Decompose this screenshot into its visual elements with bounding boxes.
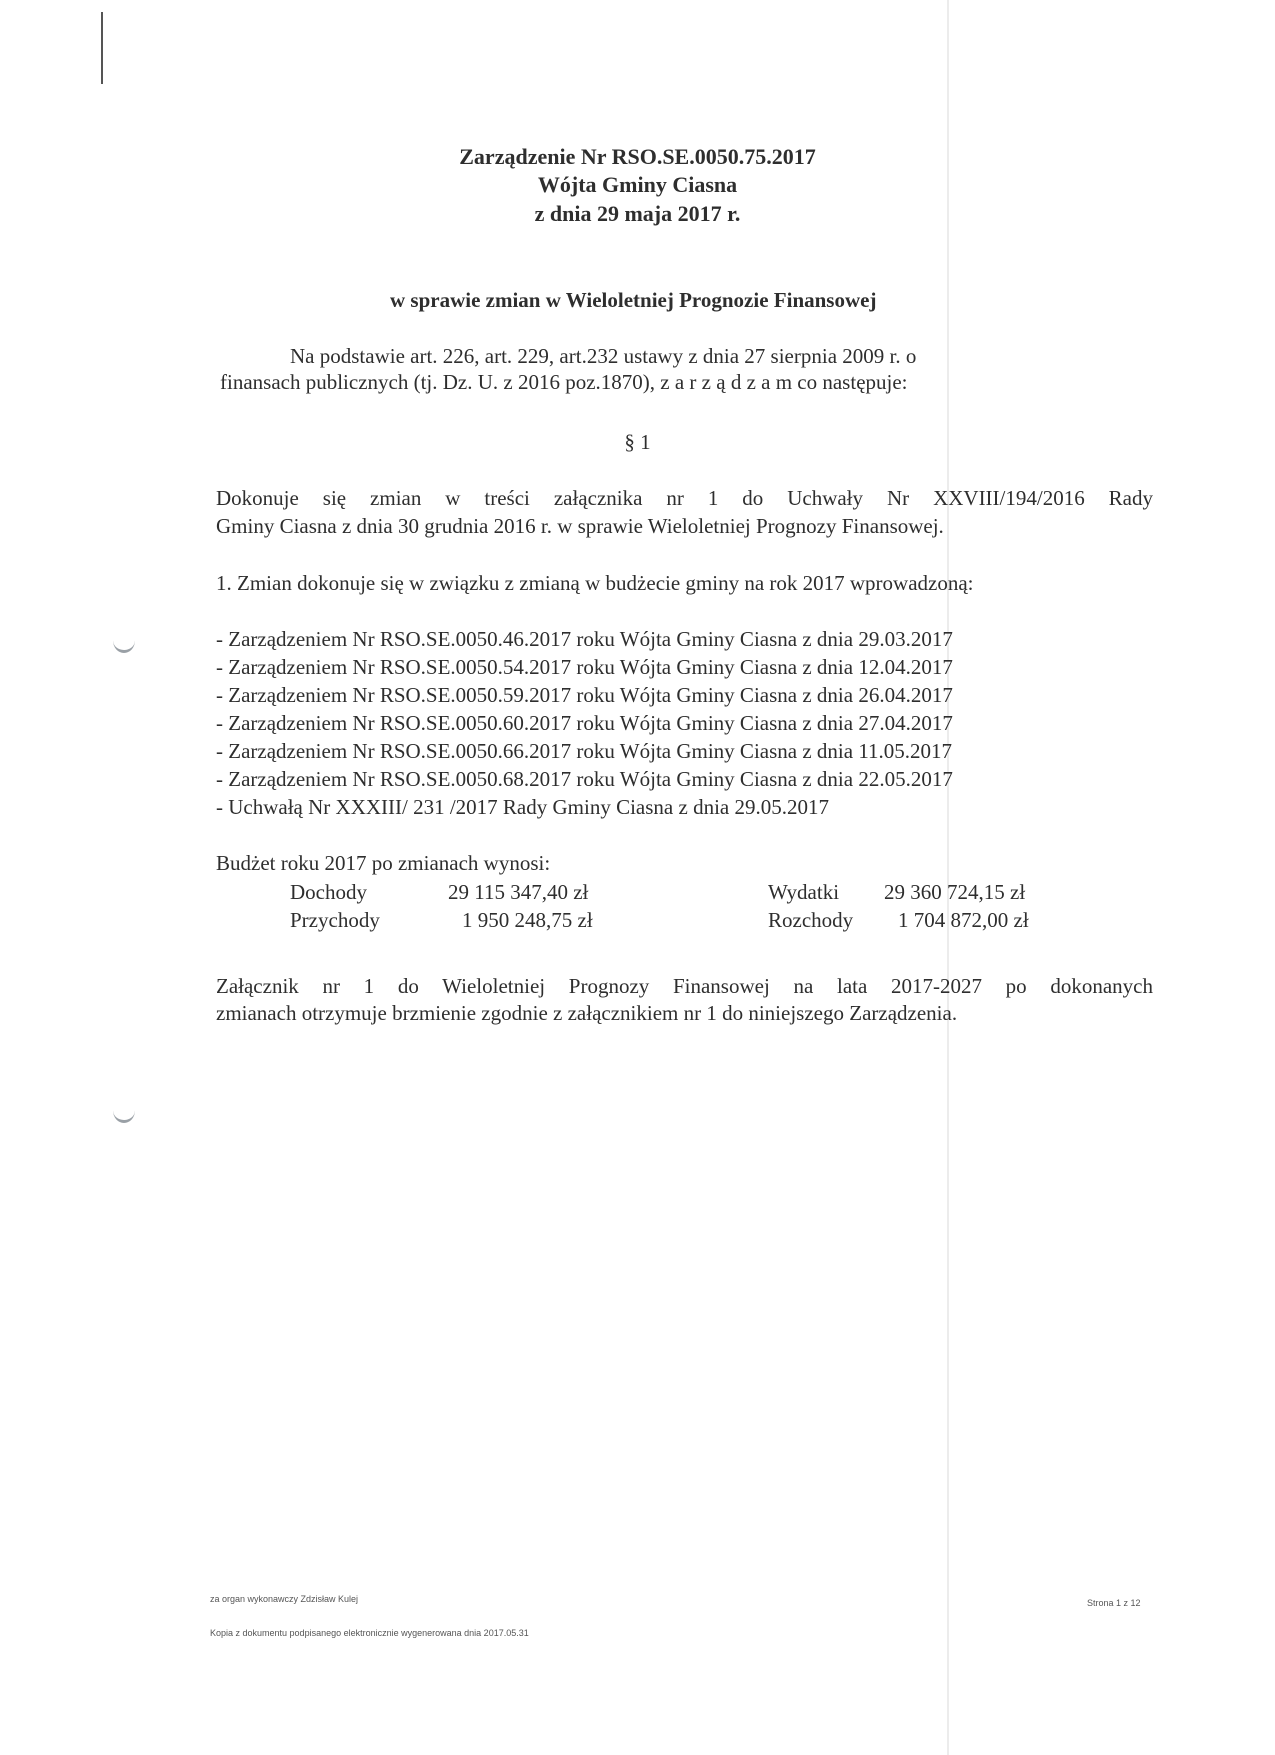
revenues-label: Przychody bbox=[290, 908, 380, 932]
paragraph-mark: § 1 bbox=[624, 430, 651, 454]
intro-line-1: Dokonuje się zmian w treści załącznika nr 1 do Uchwały Nr XXVIII/194/2016 Rady bbox=[216, 486, 1153, 510]
basis-line-2: finansach publicznych (tj. Dz. U. z 2016 poz.1870), z a r z ą d z a m co następuje: bbox=[220, 370, 908, 394]
change-item: - Zarządzeniem Nr RSO.SE.0050.68.2017 roku Wójta Gminy Ciasna z dnia 22.05.2017 bbox=[216, 767, 953, 791]
scan-mark bbox=[101, 12, 103, 84]
footer-copy-note: Kopia z dokumentu podpisanego elektronicznie wygenerowana dnia 2017.05.31 bbox=[210, 1628, 529, 1638]
point-1: 1. Zmian dokonuje się w związku z zmianą w budżecie gminy na rok 2017 wprowadzoną: bbox=[216, 571, 974, 595]
income-label: Dochody bbox=[290, 880, 367, 904]
outflows-value: 1 704 872,00 zł bbox=[898, 908, 1029, 932]
revenues-value: 1 950 248,75 zł bbox=[462, 908, 593, 932]
change-item: - Uchwałą Nr XXXIII/ 231 /2017 Rady Gminy Ciasna z dnia 29.05.2017 bbox=[216, 795, 829, 819]
punch-hole-icon bbox=[113, 1098, 135, 1123]
basis-line-1: Na podstawie art. 226, art. 229, art.232 ustawy z dnia 27 sierpnia 2009 r. o bbox=[290, 344, 917, 368]
change-item: - Zarządzeniem Nr RSO.SE.0050.66.2017 roku Wójta Gminy Ciasna z dnia 11.05.2017 bbox=[216, 739, 953, 763]
document-title: Zarządzenie Nr RSO.SE.0050.75.2017 bbox=[459, 144, 816, 169]
outflows-label: Rozchody bbox=[768, 908, 854, 932]
income-value: 29 115 347,40 zł bbox=[448, 880, 589, 904]
document-subject: w sprawie zmian w Wieloletniej Prognozie Finansowej bbox=[390, 288, 877, 312]
document-issuer: Wójta Gminy Ciasna bbox=[537, 172, 738, 197]
scan-fold-line bbox=[947, 0, 949, 1755]
intro-line-2: Gminy Ciasna z dnia 30 grudnia 2016 r. w sprawie Wieloletniej Prognozy Finansowej. bbox=[216, 514, 944, 538]
document-date: z dnia 29 maja 2017 r. bbox=[534, 201, 741, 226]
change-item: - Zarządzeniem Nr RSO.SE.0050.54.2017 roku Wójta Gminy Ciasna z dnia 12.04.2017 bbox=[216, 655, 953, 679]
change-item: - Zarządzeniem Nr RSO.SE.0050.59.2017 roku Wójta Gminy Ciasna z dnia 26.04.2017 bbox=[216, 683, 953, 707]
expenses-value: 29 360 724,15 zł bbox=[884, 880, 1026, 904]
budget-heading: Budżet roku 2017 po zmianach wynosi: bbox=[216, 851, 551, 875]
closing-line-1: Załącznik nr 1 do Wieloletniej Prognozy Finansowej na lata 2017-2027 po dokonanych bbox=[216, 974, 1153, 998]
change-item: - Zarządzeniem Nr RSO.SE.0050.60.2017 roku Wójta Gminy Ciasna z dnia 27.04.2017 bbox=[216, 711, 953, 735]
footer-page-number: Strona 1 z 12 bbox=[1087, 1598, 1141, 1608]
expenses-label: Wydatki bbox=[768, 880, 840, 904]
closing-line-2: zmianach otrzymuje brzmienie zgodnie z załącznikiem nr 1 do niniejszego Zarządzenia. bbox=[216, 1001, 958, 1025]
footer-signer: za organ wykonawczy Zdzisław Kulej bbox=[210, 1594, 359, 1604]
change-item: - Zarządzeniem Nr RSO.SE.0050.46.2017 roku Wójta Gminy Ciasna z dnia 29.03.2017 bbox=[216, 627, 953, 651]
punch-hole-icon bbox=[113, 628, 135, 653]
